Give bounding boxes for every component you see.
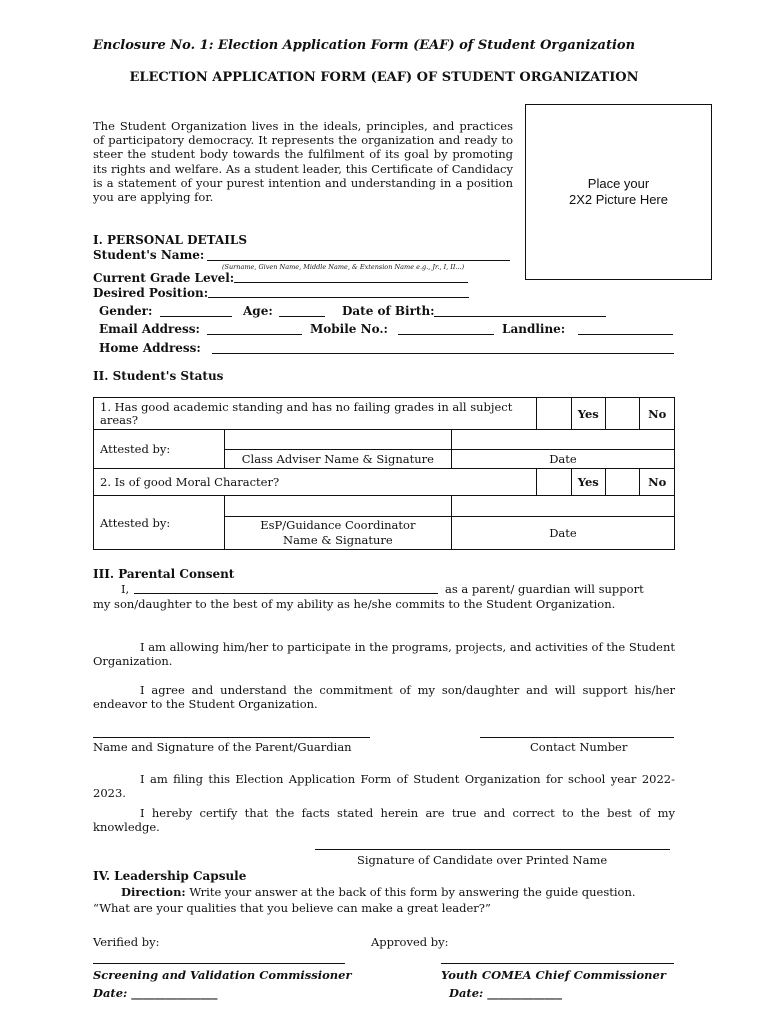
adviser-date-field[interactable] <box>451 430 674 450</box>
consent-p1-tail: as a parent/ guardian will support <box>445 582 644 596</box>
direction-line <box>121 885 636 899</box>
student-status-table <box>93 397 675 550</box>
adviser-caption: Class Adviser Name & Signature <box>224 450 451 469</box>
no-label-1: No <box>640 398 675 430</box>
mobile-label: Mobile No.: <box>310 322 388 336</box>
candidate-signature-caption: Signature of Candidate over Printed Name <box>357 853 608 867</box>
verifier-signature-field[interactable] <box>93 963 345 964</box>
yes-box-2[interactable] <box>537 469 571 496</box>
gender-label: Gender: <box>99 304 153 318</box>
desired-position-label: Desired Position: <box>93 286 209 300</box>
coordinator-signature-field[interactable] <box>224 496 451 517</box>
direction-label: Direction: <box>121 885 186 899</box>
landline-label: Landline: <box>502 322 566 336</box>
coordinator-date-field[interactable] <box>451 496 674 517</box>
no-box-2[interactable] <box>606 469 640 496</box>
photo-text-line1: Place your <box>587 176 650 191</box>
grade-level-field[interactable] <box>234 282 468 283</box>
no-label-2: No <box>640 469 675 496</box>
dob-label: Date of Birth: <box>342 304 435 318</box>
form-title: ELECTION APPLICATION FORM (EAF) OF STUDENT ORGANIZATION <box>129 70 639 85</box>
email-label: Email Address: <box>99 322 200 336</box>
age-label: Age: <box>243 304 273 318</box>
coordinator-caption-line1: EsP/Guidance Coordinator <box>260 518 416 532</box>
coordinator-caption <box>224 517 451 550</box>
yes-box-1[interactable] <box>537 398 571 430</box>
student-name-field[interactable] <box>207 260 510 261</box>
consent-i: I, <box>121 582 130 596</box>
date-caption-1: Date <box>451 450 674 469</box>
guide-question: “What are your qualities that you believe can make a great leader?” <box>93 901 491 915</box>
dob-field[interactable] <box>434 316 606 317</box>
contact-number-field[interactable] <box>480 737 674 738</box>
enclosure-label: Enclosure No. 1: Election Application Form (EAF) of Student Organization <box>93 38 636 53</box>
parent-name-field[interactable] <box>134 593 438 594</box>
parent-signature-field[interactable] <box>93 737 370 738</box>
personal-details-heading: I. PERSONAL DETAILS <box>93 233 247 247</box>
question-academic: 1. Has good academic standing and has no failing grades in all subject areas? <box>94 398 537 430</box>
attested-label-2: Attested by: <box>94 496 225 550</box>
desired-position-field[interactable] <box>208 297 469 298</box>
parental-consent-heading: III. Parental Consent <box>93 567 235 581</box>
yes-label-2: Yes <box>571 469 605 496</box>
yes-label-1: Yes <box>571 398 605 430</box>
question-moral: 2. Is of good Moral Character? <box>94 469 537 496</box>
adviser-signature-field[interactable] <box>224 430 451 450</box>
gender-field[interactable] <box>160 316 232 317</box>
home-address-field[interactable] <box>212 353 674 354</box>
attested-label-1: Attested by: <box>94 430 225 469</box>
certify-statement: I hereby certify that the facts stated herein are true and correct to the best of my knowledge. <box>93 806 675 835</box>
consent-p2: I am allowing him/her to participate in the programs, projects, and activities of the Student Organization. <box>93 640 675 669</box>
no-box-1[interactable] <box>606 398 640 430</box>
intro-paragraph: The Student Organization lives in the ideals, principles, and practices of participatory democracy. It represents the organization and ready to steer the student body towards the fulfilment of its goal by promoting its rights and welfare. As a student leader, this Certificate of Candidacy is a statement of your purest intention and understanding in a position you are applying for. <box>93 119 513 205</box>
landline-field[interactable] <box>578 334 673 335</box>
approver-date[interactable]: Date: _____________ <box>449 986 563 1000</box>
date-caption-2: Date <box>451 517 674 550</box>
parent-signature-caption: Name and Signature of the Parent/Guardian <box>93 740 352 754</box>
filing-statement: I am filing this Election Application Form of Student Organization for school year 2022-2023. <box>93 772 675 801</box>
coordinator-caption-line2: Name & Signature <box>283 533 393 547</box>
candidate-signature-field[interactable] <box>315 849 670 850</box>
contact-number-caption: Contact Number <box>530 740 628 754</box>
home-address-label: Home Address: <box>99 341 201 355</box>
photo-placeholder[interactable] <box>525 104 712 280</box>
age-field[interactable] <box>279 316 325 317</box>
leadership-capsule-heading: IV. Leadership Capsule <box>93 869 247 883</box>
student-name-hint: (Surname, Given Name, Middle Name, & Extension Name e.g., Jr., I, II...) <box>222 263 465 271</box>
consent-p3: I agree and understand the commitment of my son/daughter and will support his/her endeavor to the Student Organization. <box>93 683 675 712</box>
mobile-field[interactable] <box>398 334 494 335</box>
verifier-title: Screening and Validation Commissioner <box>93 968 352 982</box>
consent-p1-line2: my son/daughter to the best of my ability as he/she commits to the Student Organization. <box>93 597 616 611</box>
grade-level-label: Current Grade Level: <box>93 271 235 285</box>
approved-by-label: Approved by: <box>371 935 449 949</box>
photo-text-line2: 2X2 Picture Here <box>569 192 668 207</box>
direction-text: Write your answer at the back of this form by answering the guide question. <box>185 885 636 899</box>
approver-title: Youth COMEA Chief Commissioner <box>441 968 666 982</box>
email-field[interactable] <box>207 334 302 335</box>
student-status-heading: II. Student's Status <box>93 369 224 383</box>
student-name-label: Student's Name: <box>93 248 205 262</box>
approver-signature-field[interactable] <box>441 963 674 964</box>
verified-by-label: Verified by: <box>93 935 160 949</box>
verifier-date[interactable]: Date: _______________ <box>93 986 218 1000</box>
